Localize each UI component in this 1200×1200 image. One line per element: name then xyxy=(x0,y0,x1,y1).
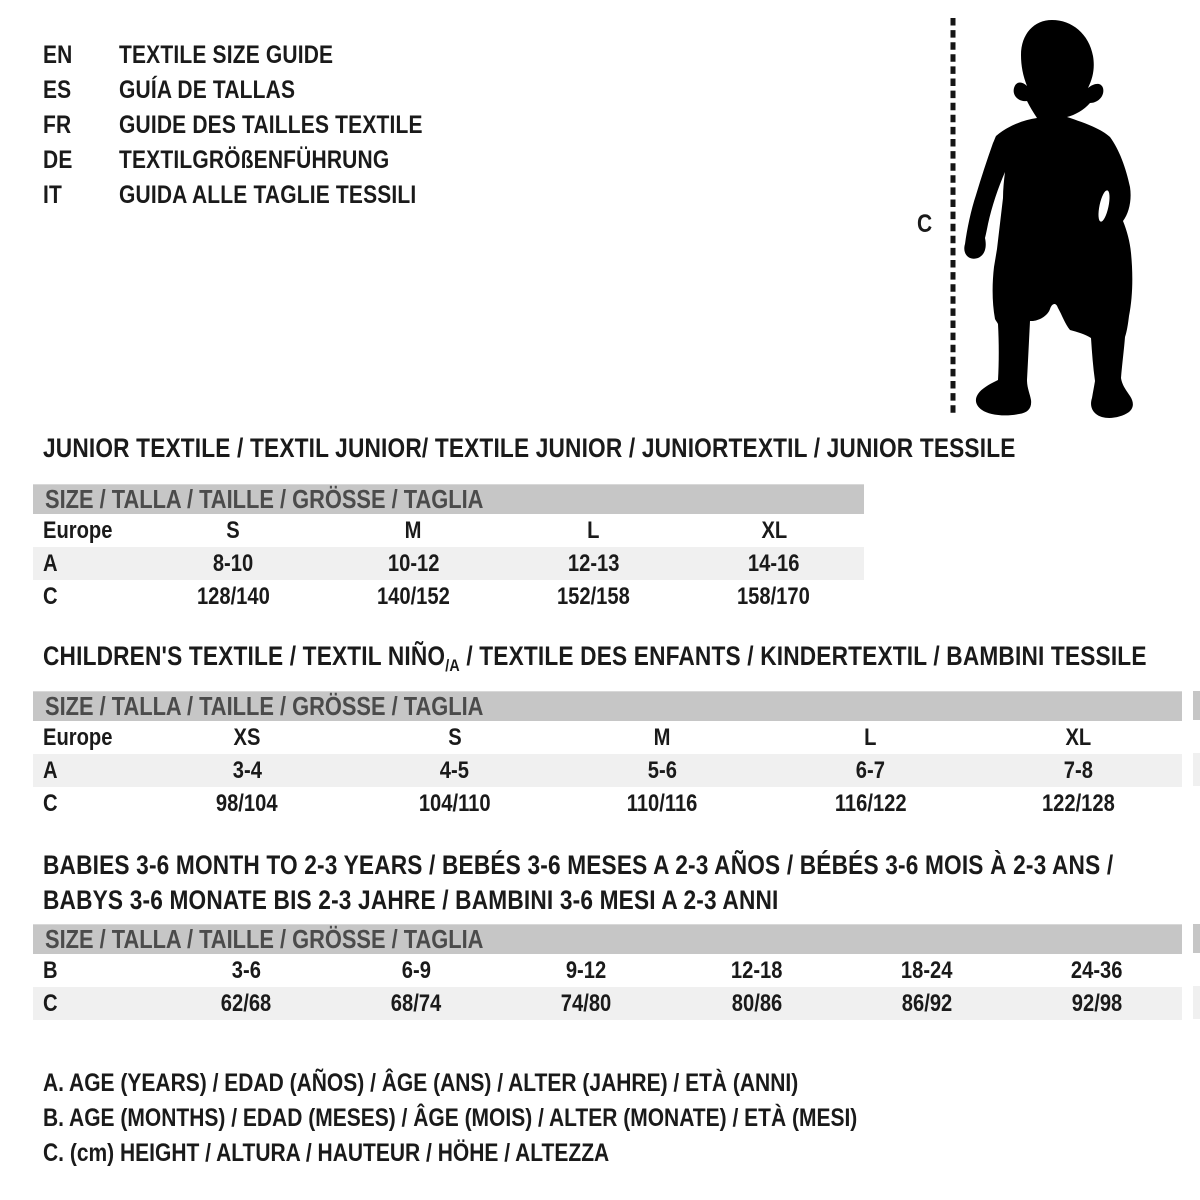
lang-title-en: TEXTILE SIZE GUIDE xyxy=(119,41,334,69)
legend-line-b: B. AGE (MONTHS) / EDAD (MESES) / ÂGE (MOIS) / ALTER (MONATE) / ETÀ (MESI) xyxy=(43,1104,858,1132)
table-edge-sliver xyxy=(1193,924,1200,953)
lang-code-it: IT xyxy=(43,181,63,209)
lang-title-es: GUÍA DE TALLAS xyxy=(119,76,296,104)
table-row-height: C 62/68 68/74 74/80 80/86 86/92 92/98 xyxy=(33,987,1182,1020)
height-measure-figure xyxy=(905,10,1150,425)
table-row-age-months: B 3-6 6-9 9-12 12-18 18-24 24-36 xyxy=(43,956,1123,984)
table-row-height: C 98/104 104/110 110/116 116/122 122/128 xyxy=(43,789,1115,817)
table-edge-sliver xyxy=(1193,691,1200,720)
size-header-bar: SIZE / TALLA / TAILLE / GRÖSSE / TAGLIA xyxy=(33,691,1182,721)
table-row-europe: Europe S M L XL xyxy=(43,516,787,544)
size-header-bar: SIZE / TALLA / TAILLE / GRÖSSE / TAGLIA xyxy=(33,924,1182,954)
table-edge-sliver xyxy=(1193,753,1200,786)
height-c-label: C xyxy=(917,210,933,238)
lang-code-es: ES xyxy=(43,76,72,104)
lang-row-fr xyxy=(43,108,481,143)
lang-title-fr: GUIDE DES TAILLES TEXTILE xyxy=(119,111,423,139)
babies-size-table xyxy=(33,924,1182,1020)
nino-a-subscript: /A xyxy=(445,656,460,675)
size-header-bar: SIZE / TALLA / TAILLE / GRÖSSE / TAGLIA xyxy=(33,484,864,514)
legend-line-a: A. AGE (YEARS) / EDAD (AÑOS) / ÂGE (ANS) / ALTER (JAHRE) / ETÀ (ANNI) xyxy=(43,1069,799,1097)
lang-row-it xyxy=(43,178,481,213)
toddler-silhouette-path xyxy=(964,20,1133,418)
toddler-silhouette-icon xyxy=(905,10,1150,425)
lang-code-fr: FR xyxy=(43,111,72,139)
table-row-age-years: A 3-4 4-5 5-6 6-7 7-8 xyxy=(33,754,1182,787)
lang-title-it: GUIDA ALLE TAGLIE TESSILI xyxy=(119,181,417,209)
table-row-height: C 128/140 140/152 152/158 158/170 xyxy=(43,582,811,610)
lang-row-es xyxy=(43,73,481,108)
section-title-children: CHILDREN'S TEXTILE / TEXTIL $NIÑO_{/A}$ / TEXTILE DES ENFANTS / KINDERTEXTIL / BAMBINI TESSILE xyxy=(43,641,1147,675)
lang-code-de: DE xyxy=(43,146,73,174)
table-row-age-years: A 8-10 10-12 12-13 14-16 xyxy=(33,547,864,580)
children-size-table xyxy=(33,691,1182,820)
language-title-list xyxy=(43,38,481,213)
lang-row-de xyxy=(43,143,481,178)
lang-row-en xyxy=(43,38,481,73)
lang-title-de: TEXTILGRÖßENFÜHRUNG xyxy=(119,146,390,174)
table-edge-sliver xyxy=(1193,986,1200,1019)
junior-size-table xyxy=(33,484,864,613)
section-title-babies-line2: BABYS 3-6 MONATE BIS 2-3 JAHRE / BAMBINI 3-6 MESI A 2-3 ANNI xyxy=(43,885,779,915)
measurement-legend xyxy=(43,1066,1012,1171)
section-title-junior: JUNIOR TEXTILE / TEXTIL JUNIOR/ TEXTILE JUNIOR / JUNIORTEXTIL / JUNIOR TESSILE xyxy=(43,433,1016,463)
legend-line-c: C. (cm) HEIGHT / ALTURA / HAUTEUR / HÖHE / ALTEZZA xyxy=(43,1139,610,1167)
section-title-babies-line1: BABIES 3-6 MONTH TO 2-3 YEARS / BEBÉS 3-6 MESES A 2-3 AÑOS / BÉBÉS 3-6 MOIS À 2-3 ANS / xyxy=(43,850,1114,880)
lang-code-en: EN xyxy=(43,41,73,69)
table-row-europe: Europe XS S M L XL xyxy=(43,723,1091,751)
